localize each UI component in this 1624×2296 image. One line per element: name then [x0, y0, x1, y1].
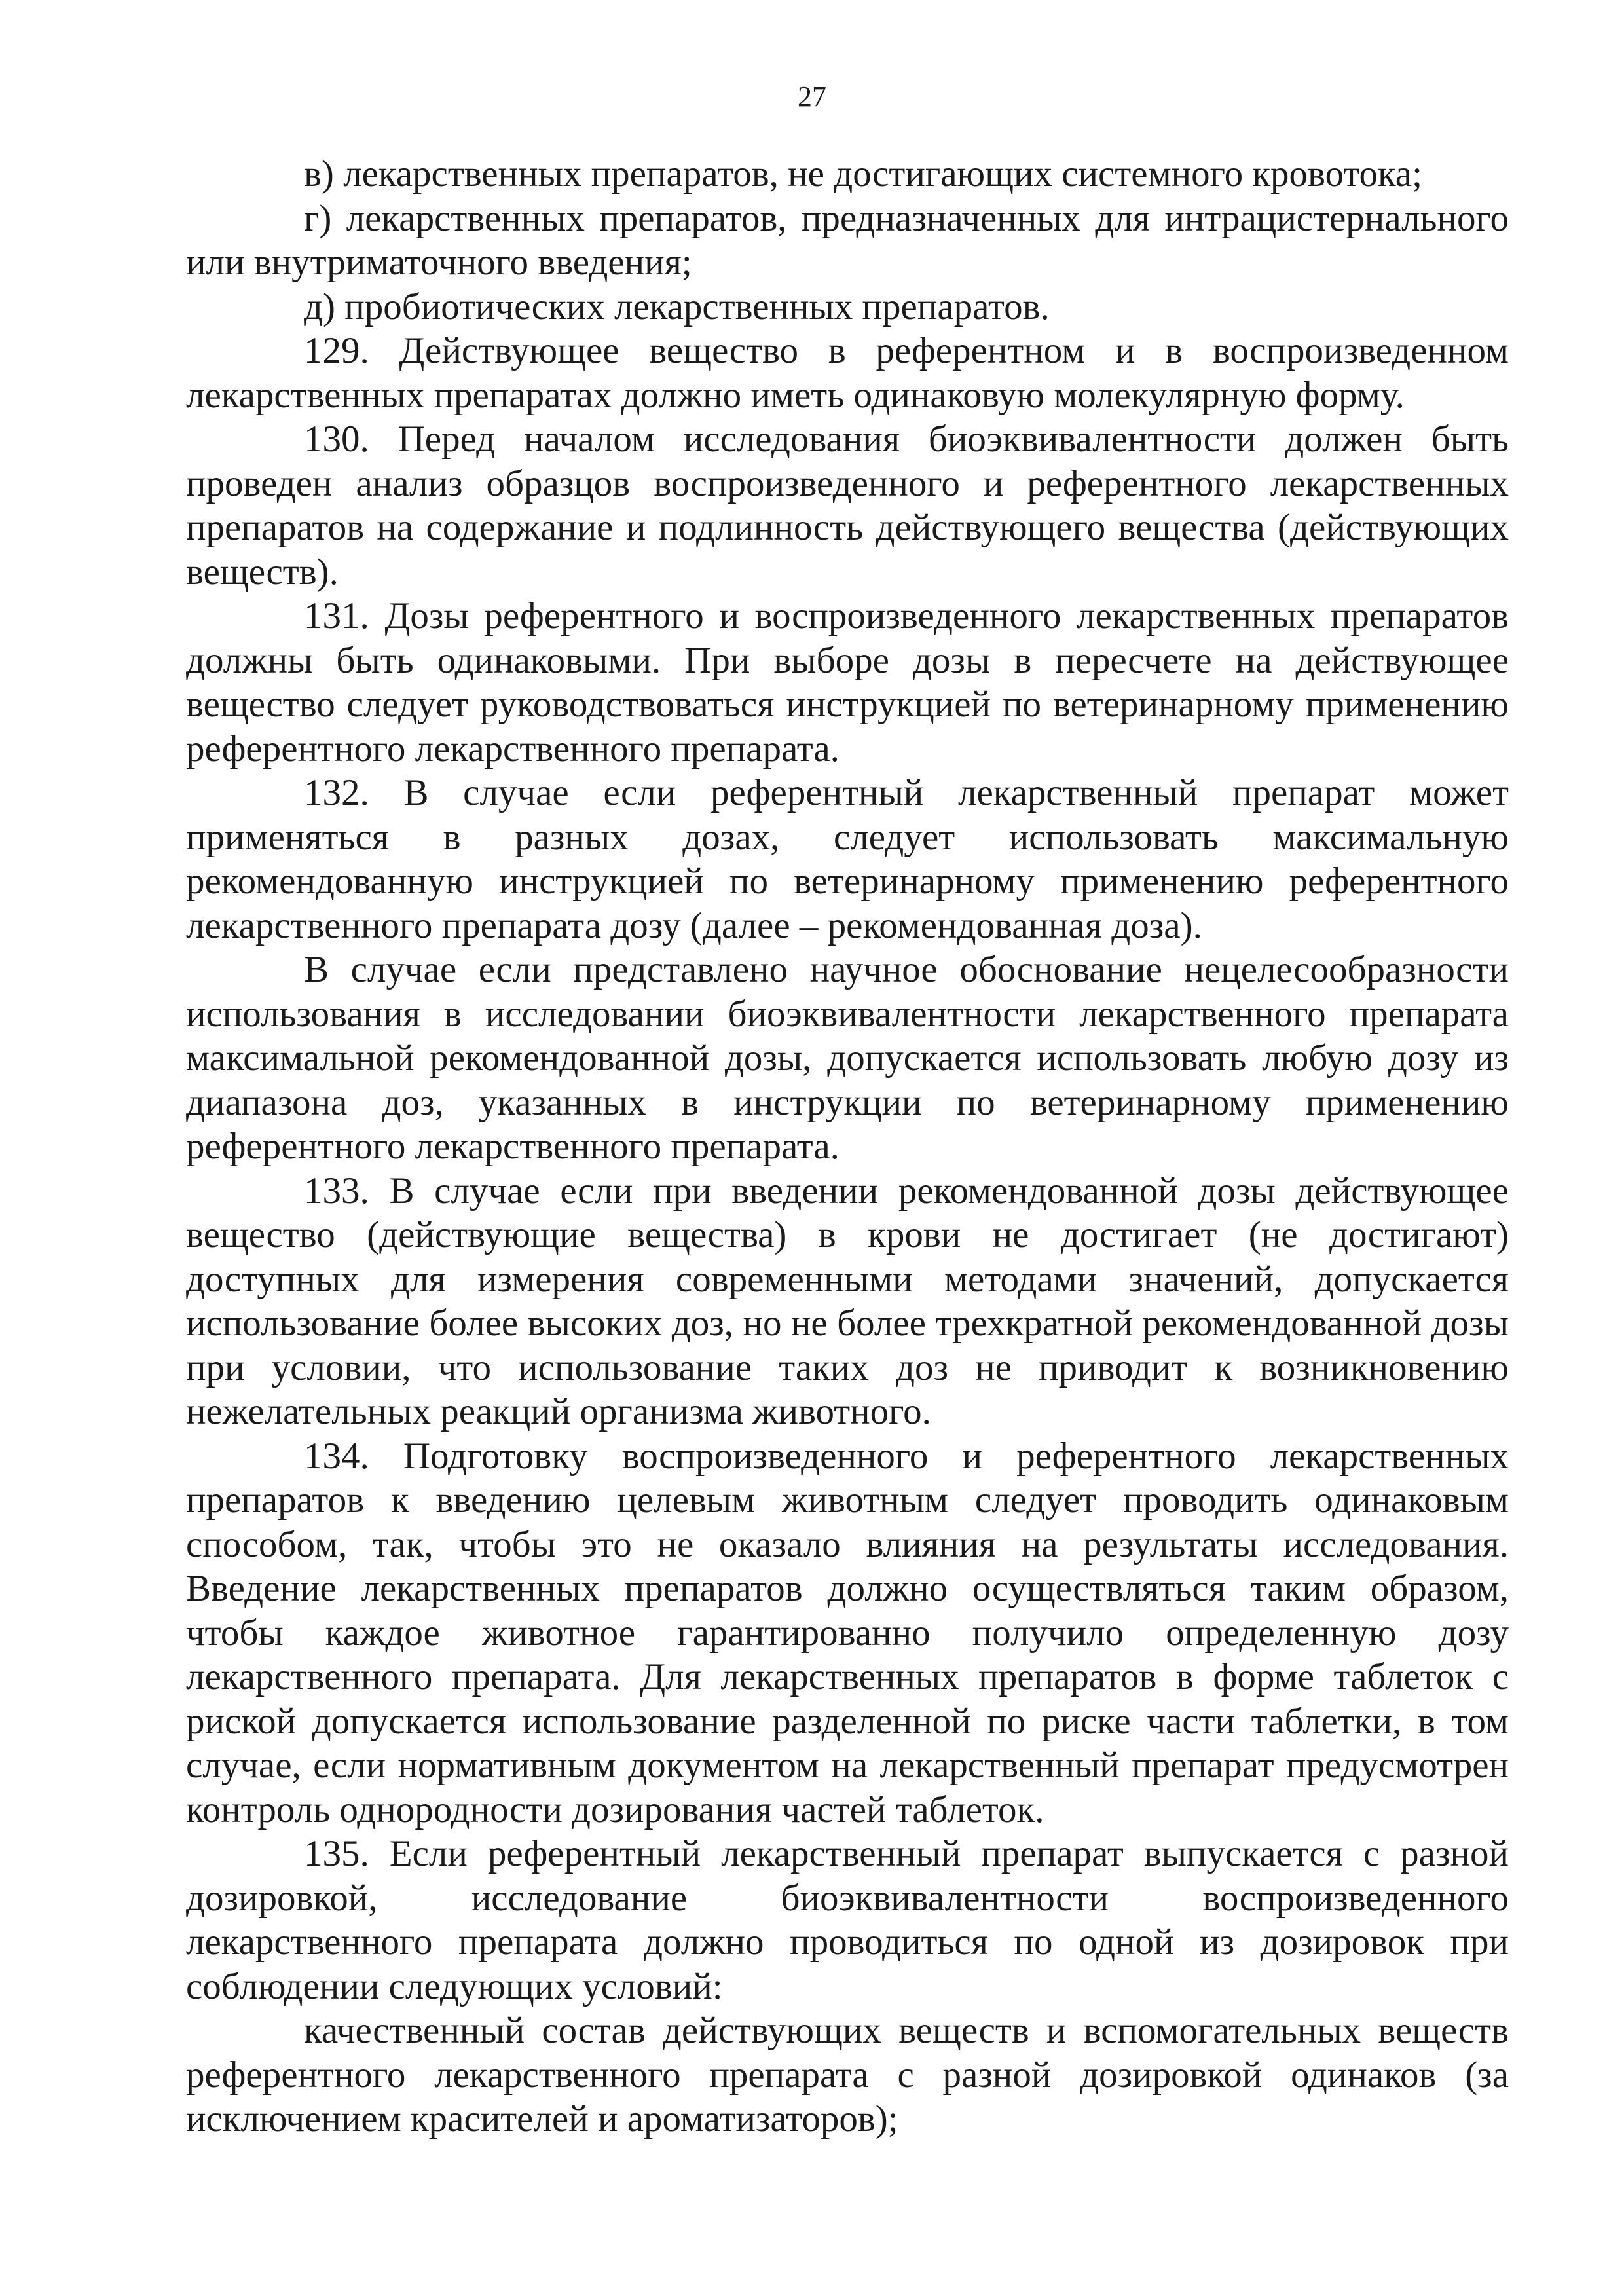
paragraph-item-v: в) лекарственных препаратов, не достигающих системного кровотока; [304, 153, 1422, 194]
document-body [186, 152, 1509, 2141]
paragraph-133: 133. В случае если при введении рекомендованной дозы действующее вещество (действующие вещества) в крови не достигает (не достигают) доступных для измерения современными методами значений, допускается использование более высоких доз, но не более трехкратной рекомендованной дозы при условии, что использование таких доз не приводит к возникновению нежелательных реакций организма животного. [186, 1170, 1509, 1432]
paragraph-132: 132. В случае если референтный лекарственный препарат может применяться в разных дозах, следует использовать максимальную рекомендованную инструкцией по ветеринарному применению референтного лекарственного препарата дозу (далее – рекомендованная доза). [186, 772, 1509, 946]
paragraph-item-g: г) лекарственных препаратов, предназначенных для интрацистернального или внутриматочного введения; [186, 197, 1509, 283]
paragraph-135: 135. Если референтный лекарственный препарат выпускается с разной дозировкой, исследование биоэквивалентности воспроизведенного лекарственного препарата должно проводиться по одной из дозировок при соблюдении следующих условий: [186, 1833, 1509, 2007]
paragraph-item-d: д) пробиотических лекарственных препаратов. [304, 286, 1050, 327]
page-number: 27 [798, 81, 826, 113]
paragraph-129: 129. Действующее вещество в референтном и в воспроизведенном лекарственных препаратах должно иметь одинаковую молекулярную форму. [186, 330, 1509, 416]
paragraph-132-continued: В случае если представлено научное обоснование нецелесообразности использования в исследовании биоэквивалентности лекарственного препарата максимальной рекомендованной дозы, допускается использовать любую дозу из диапазона доз, указанных в инструкции по ветеринарному применению референтного лекарственного препарата. [186, 949, 1509, 1167]
paragraph-130: 130. Перед началом исследования биоэквивалентности должен быть проведен анализ образцов воспроизведенного и референтного лекарственных препаратов на содержание и подлинность действующего вещества (действующих веществ). [186, 418, 1509, 593]
paragraph-135-condition: качественный состав действующих веществ и вспомогательных веществ референтного лекарственного препарата с разной дозировкой одинаков (за исключением красителей и ароматизаторов); [186, 2010, 1509, 2139]
paragraph-131: 131. Дозы референтного и воспроизведенного лекарственных препаратов должны быть одинаковыми. При выборе дозы в пересчете на действующее вещество следует руководствоваться инструкцией по ветеринарному применению референтного лекарственного препарата. [186, 595, 1509, 769]
paragraph-134: 134. Подготовку воспроизведенного и референтного лекарственных препаратов к введению целевым животным следует проводить одинаковым способом, так, чтобы это не оказало влияния на результаты исследования. Введение лекарственных препаратов должно осуществляться таким образом, чтобы каждое животное гарантированно получило определенную дозу лекарственного препарата. Для лекарственных препаратов в форме таблеток с риской допускается использование разделенной по риске части таблетки, в том случае, если нормативным документом на лекарственный препарат предусмотрен контроль однородности дозирования частей таблеток. [186, 1435, 1509, 1830]
